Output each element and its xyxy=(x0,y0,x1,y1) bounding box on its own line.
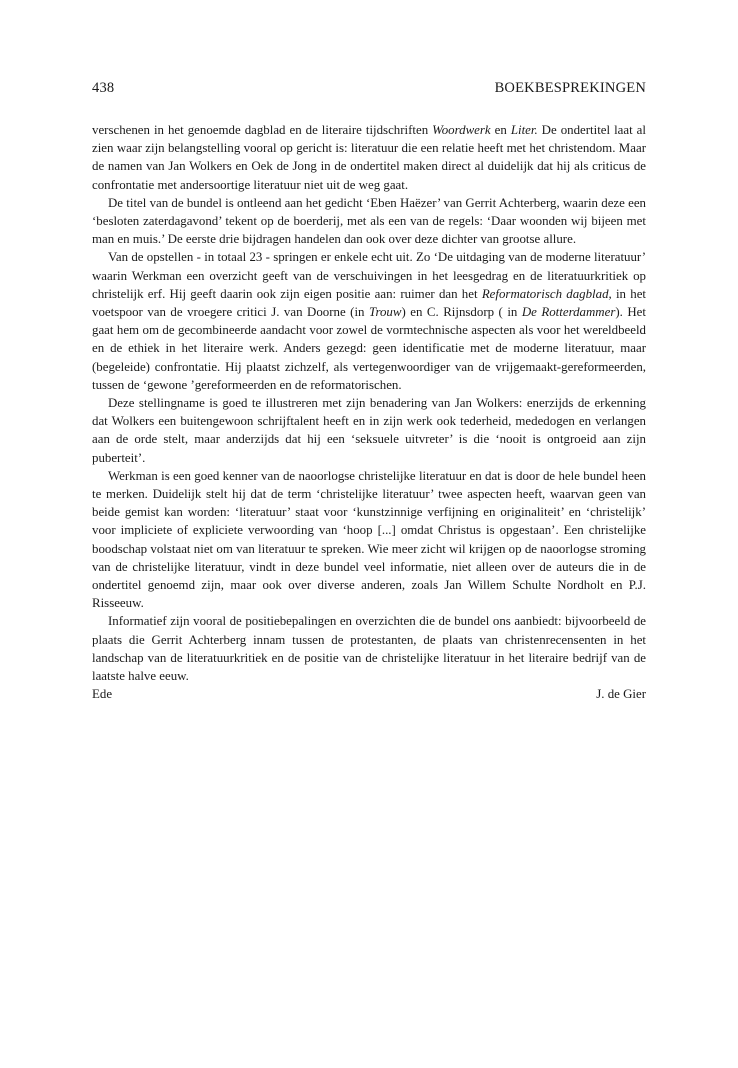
newspaper-title-trouw: Trouw xyxy=(368,305,402,320)
text-segment: verschenen in het genoemde dagblad en de literaire tijdschriften xyxy=(92,123,433,137)
text-segment: De ondertitel laat al zien waar zijn belangstelling vooral op gericht is: literatuur die een relatie heeft met het christendom. Maar de namen van Jan Wolkers en Oek de Jong in de ondertitel maken direct al duidelijk dat hij als criticus de confrontatie met andersoortige literatuur niet uit de weg gaat. xyxy=(92,123,646,192)
text-segment: ). Het gaat hem om de gecombineerde aandacht voor zowel de vormtechnische aspecten als voor het wereldbeeld en de ethiek in het literaire werk. Anders gezegd: geen identificatie met de moderne literatuur, maar (begeleide) confrontatie. Hij plaatst zichzelf, als vertegenwoordiger van de vrijgemaakt-gereformeerden, tussen de ‘gewone ’gereformeerden en de reformatorischen. xyxy=(92,305,646,392)
signoff-place: Ede xyxy=(92,687,113,702)
text-segment: in het voetspoor van de vroegere critici J. van Doorne (in xyxy=(92,286,646,320)
signoff xyxy=(92,685,646,703)
newspaper-title-de-rotterdammer: De Rotterdammer xyxy=(521,305,616,320)
newspaper-title-reformatorisch-dagblad: Reformatorisch dagblad, xyxy=(481,286,612,301)
page xyxy=(92,80,646,704)
page-number: 438 xyxy=(92,80,115,96)
running-head xyxy=(92,80,646,97)
text-segment: Van de opstellen - in totaal 23 - springen er enkele echt uit. Zo ‘De uitdaging van de moderne literatuur’ waarin Werkman een overzicht geeft van de verschuivingen in het leesgedrag en de literatuurkritiek op christelijk erf. Hij geeft daarin ook zijn eigen positie aan: ruimer dan het xyxy=(92,250,646,301)
journal-title-woordwerk: Woordwerk xyxy=(432,123,491,137)
text-segment: en xyxy=(490,123,511,137)
paragraph-1 xyxy=(92,121,646,194)
section-title: BOEKBESPREKINGEN xyxy=(494,80,646,96)
signoff-author: J. de Gier xyxy=(596,687,646,702)
paragraph-6: Informatief zijn vooral de positiebepalingen en overzichten die de bundel ons aanbiedt: bijvoorbeeld de plaats die Gerrit Achterberg innam tussen de protestanten, de plaats van christenrecensenten in het landschap van de literatuurkritiek en de positie van de christelijke literatuur in het literaire bedrijf van de laatste halve eeuw. xyxy=(92,614,646,684)
text-segment: ) en C. Rijnsdorp ( in xyxy=(401,305,522,320)
paragraph-3 xyxy=(92,248,646,394)
paragraph-4: Deze stellingname is goed te illustreren met zijn benadering van Jan Wolkers: enerzijds de erkenning dat Wolkers een buitengewoon schrijftalent heeft en in zijn werk ook tederheid, mededogen en verlangen aan de orde stelt, maar anderzijds dat hij een ‘seksuele uitvreter’ is die ‘nooit is ontgroeid aan zijn puberteit’. xyxy=(92,396,646,465)
paragraph-5: Werkman is een goed kenner van de naoorlogse christelijke literatuur en dat is door de hele bundel heen te merken. Duidelijk stelt hij dat de term ‘christelijke literatuur’ twee aspecten heeft, waarvan geen van beide gemist kan worden: ‘literatuur’ staat voor ‘kunstzinnige verfijning en originaliteit’ en ‘christelijk’ voor impliciete of expliciete verwoording van ‘hoop [...] omdat Christus is opgestaan’. Een christelijke boodschap volstaat niet om van literatuur te spreken. Wie meer zicht wil krijgen op de naoorlogse stroming van de christelijke literatuur, vindt in deze bundel veel informatie, niet alleen over de auteurs die in de ondertitel genoemd zijn, maar ook over diverse anderen, zoals Jan Willem Schulte Nordholt en P.J. Risseeuw. xyxy=(92,468,646,611)
paragraph-2: De titel van de bundel is ontleend aan het gedicht ‘Eben Haëzer’ van Gerrit Achterberg, waarin deze een ‘besloten zaterdagavond’ tekent op de boerderij, met als een van de regels: ‘Daar woonden wij bijeen met man en muis.’ De eerste drie bijdragen handelen dan ook over deze dichter van grootse allure. xyxy=(92,195,646,247)
review-body xyxy=(92,121,646,685)
journal-title-liter: Liter. xyxy=(510,123,538,137)
